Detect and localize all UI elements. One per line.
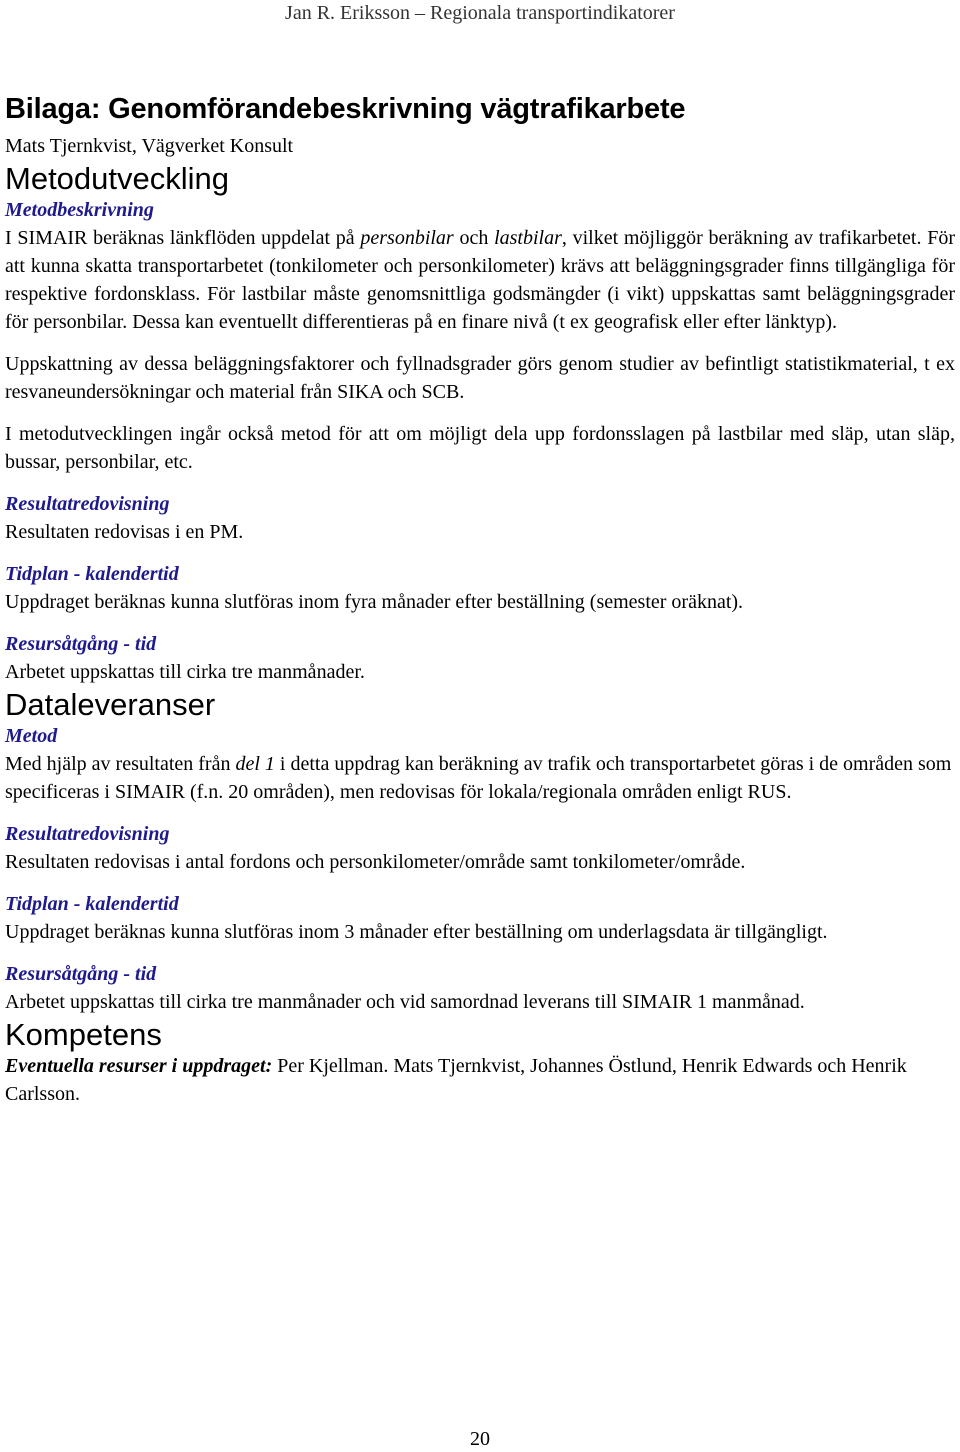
running-header: Jan R. Eriksson – Regionala transportindikatorer [285,2,675,24]
emphasis-lastbilar: lastbilar [494,227,562,249]
paragraph-metodbeskrivning-1 [5,224,955,336]
paragraph-metodbeskrivning-3: I metodutvecklingen ingår också metod för att om möjligt dela upp fordonsslagen på lastbilar med släp, utan släp, bussar, personbilar, etc. [5,423,955,473]
text-segment: och [453,227,495,249]
subheading-metodbeskrivning: Metodbeskrivning [5,199,154,221]
page-content [5,92,955,1122]
paragraph-metod [5,750,955,806]
page-number: 20 [470,1428,490,1450]
paragraph-resultatredovisning-2: Resultaten redovisas i antal fordons och personkilometer/område samt tonkilometer/område. [5,851,746,873]
kompetens-label: Eventuella resurser i uppdraget: [5,1055,273,1077]
text-segment: i detta uppdrag kan beräkning av trafik och transportarbetet göras i de områden som specificeras i SIMAIR (f.n. 20 områden), men redovisas för lokala/regionala områden enligt RUS. [5,753,952,803]
document-title: Bilaga: Genomförandebeskrivning vägtrafikarbete [5,93,686,125]
emphasis-personbilar: personbilar [360,227,454,249]
paragraph-resultatredovisning: Resultaten redovisas i en PM. [5,521,244,543]
paragraph-tidplan-2: Uppdraget beräknas kunna slutföras inom 3 månader efter beställning om underlagsdata är tillgängligt. [5,921,828,943]
paragraph-resursatgang-2: Arbetet uppskattas till cirka tre manmånader och vid samordnad leverans till SIMAIR 1 manmånad. [5,991,805,1013]
subheading-tidplan-2: Tidplan - kalendertid [5,893,179,915]
paragraph-metodbeskrivning-2: Uppskattning av dessa beläggningsfaktorer och fyllnadsgrader görs genom studier av befintligt statistikmaterial, t ex resvaneundersökningar och material från SIKA och SCB. [5,353,955,403]
paragraph-resursatgang: Arbetet uppskattas till cirka tre manmånader. [5,661,365,683]
subheading-resultatredovisning-2: Resultatredovisning [5,823,170,845]
paragraph-kompetens [5,1052,955,1108]
heading-dataleveranser: Dataleveranser [5,687,216,722]
paragraph-tidplan: Uppdraget beräknas kunna slutföras inom fyra månader efter beställning (semester oräknat). [5,591,744,613]
subheading-metod: Metod [5,725,58,747]
heading-metodutveckling: Metodutveckling [5,161,230,196]
text-segment: Per Kjellman. Mats Tjernkvist, Johannes Östlund, Henrik Edwards och Henrik Carlsson. [5,1055,907,1105]
author-line: Mats Tjernkvist, Vägverket Konsult [5,135,294,157]
text-segment: I SIMAIR beräknas länkflöden uppdelat på [5,227,361,249]
subheading-tidplan: Tidplan - kalendertid [5,563,179,585]
heading-kompetens: Kompetens [5,1017,162,1052]
text-segment: , vilket möjliggör beräkning av trafikarbetet. För att kunna skatta transportarbetet (tonkilometer och personkilometer) krävs att beläggningsgrader finns tillgängliga för respektive fordonsklass. För lastbilar måste genomsnittliga godsmängder (i vikt) uppskattas samt beläggningsgrader för personbilar. Dessa kan eventuellt differentieras på en finare nivå (t ex geografisk eller efter länktyp). [5,227,955,333]
subheading-resultatredovisning: Resultatredovisning [5,493,170,515]
subheading-resursatgang: Resursåtgång - tid [5,633,157,655]
subheading-resursatgang-2: Resursåtgång - tid [5,963,157,985]
text-segment: Med hjälp av resultaten från [5,753,236,775]
emphasis-del-1: del 1 [235,753,275,775]
